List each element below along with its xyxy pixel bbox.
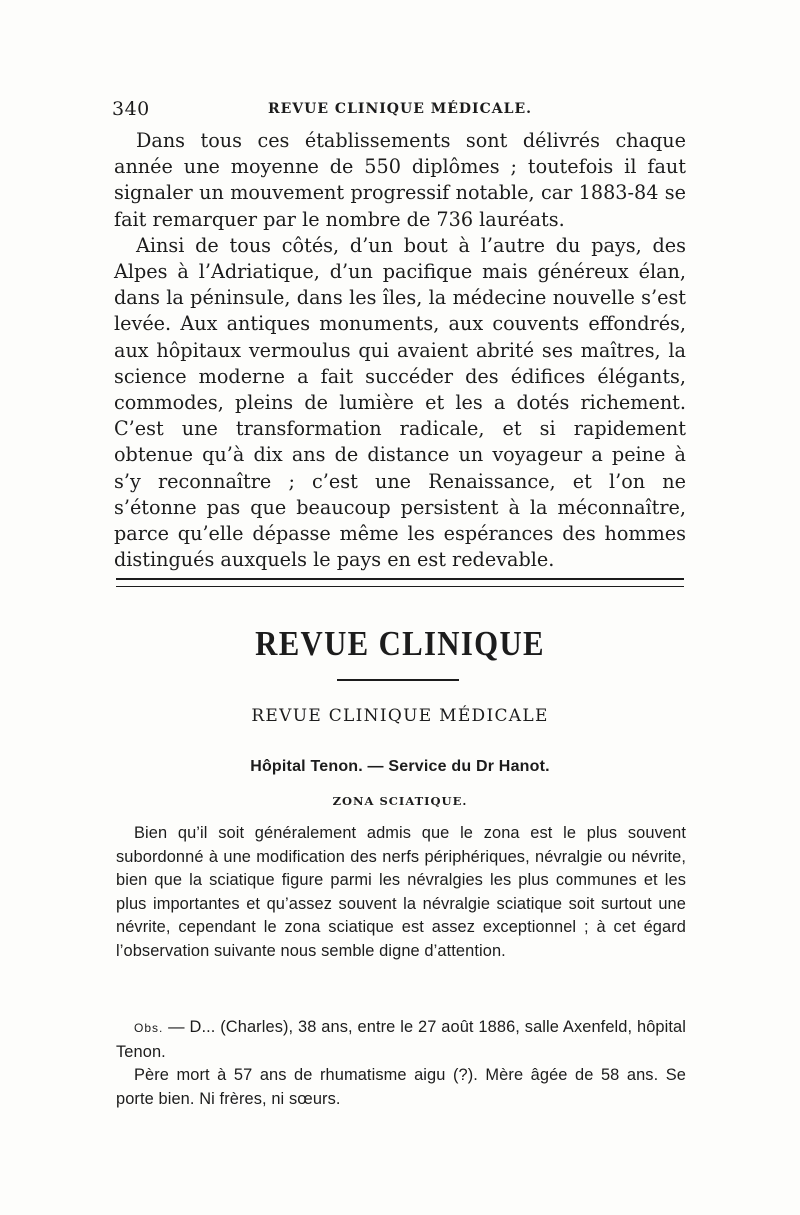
intro-paragraph-2: Ainsi de tous côtés, d’un bout à l’autre du pays, des Alpes à l’Adriatique, d’un pacifique mais généreux élan, dans la péninsule, dans les îles, la médecine nouvelle s’est levée. Aux antiques monuments, aux couvents effondrés, aux hôpitaux vermoulus qui avaient abrité ses maîtres, la science moderne a fait succéder des édifices élégants, commodes, pleins de lumière et les a dotés richement. C’est une transformation radicale, et si rapidement obtenue qu’à dix ans de distance un voyageur a peine à s’y reconnaître ; c’est une Renaissance, et l’on ne s’étonne pas que beaucoup persistent à la méconnaître, parce qu’elle dépasse même les espérances des hommes distingués auxquels le pays en est redevable. bbox=[114, 233, 686, 572]
family-history-paragraph: Père mort à 57 ans de rhumatisme aigu (?). Mère âgée de 58 ans. Se porte bien. Ni frères, ni sœurs. bbox=[116, 1066, 686, 1108]
intro-section bbox=[114, 128, 686, 573]
title-underline bbox=[337, 679, 459, 681]
running-header: REVUE CLINIQUE MÉDICALE. bbox=[268, 101, 533, 117]
hospital-service-heading: Hôpital Tenon. — Service du Dr Hanot. bbox=[250, 758, 550, 775]
observation-label: Obs. bbox=[134, 1021, 164, 1035]
case-introduction bbox=[116, 822, 686, 964]
observation-section bbox=[116, 1016, 686, 1111]
section-divider-top bbox=[116, 578, 684, 580]
subsection-title: REVUE CLINIQUE MÉDICALE bbox=[251, 706, 549, 726]
intro-paragraph-1: Dans tous ces établissements sont délivrés chaque année une moyenne de 550 diplômes ; toutefois il faut signaler un mouvement progressif notable, car 1883-84 se fait remarquer par le nombre de 736 lauréats. bbox=[114, 129, 686, 231]
observation-paragraph bbox=[116, 1016, 686, 1064]
page-number: 340 bbox=[112, 98, 150, 120]
observation-text: — D... (Charles), 38 ans, entre le 27 août 1886, salle Axenfeld, hôpital Tenon. bbox=[116, 1018, 686, 1061]
case-intro-paragraph: Bien qu’il soit généralement admis que le zona est le plus souvent subordonné à une modification des nerfs périphériques, névralgie ou névrite, bien que la sciatique figure parmi les névralgies les plus communes et les plus importantes et qu’assez souvent la névralgie sciatique soit surtout une névrite, cependant le zona sciatique est assez exceptionnel ; à cet égard l’observation suivante nous semble digne d’attention. bbox=[116, 824, 686, 960]
section-divider-bottom bbox=[116, 586, 684, 587]
case-title: ZONA SCIATIQUE. bbox=[332, 794, 468, 808]
section-title: REVUE CLINIQUE bbox=[255, 624, 545, 663]
